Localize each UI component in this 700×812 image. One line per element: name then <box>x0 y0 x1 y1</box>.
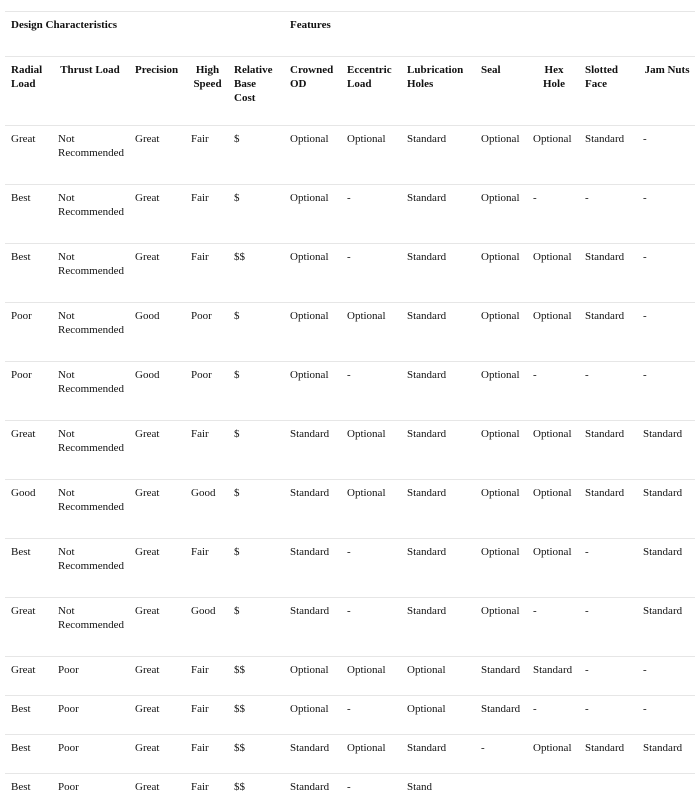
table-cell: Not Recommended <box>49 185 129 244</box>
column-header: Radial Load <box>5 57 49 126</box>
table-cell: Optional <box>284 244 341 303</box>
table-cell: - <box>341 244 401 303</box>
table-cell: Great <box>5 421 49 480</box>
design-characteristics-heading: Design Characteristics <box>5 12 284 57</box>
table-cell: $$ <box>228 774 284 812</box>
table-cell: Optional <box>341 421 401 480</box>
table-cell: - <box>341 362 401 421</box>
table-cell: Standard <box>527 657 579 696</box>
table-cell: - <box>527 598 579 657</box>
table-cell: Poor <box>49 774 129 812</box>
table-row <box>5 539 695 598</box>
column-header: Precision <box>129 57 185 126</box>
table-cell: Poor <box>49 735 129 774</box>
table-cell: Optional <box>284 362 341 421</box>
table-cell: Standard <box>401 244 475 303</box>
table-cell: - <box>475 735 527 774</box>
table-cell: Fair <box>185 696 228 735</box>
table-cell: $$ <box>228 244 284 303</box>
table-cell: Great <box>129 480 185 539</box>
table-cell: Not Recommended <box>49 539 129 598</box>
table-cell: $ <box>228 421 284 480</box>
table-cell <box>637 774 695 812</box>
table-row <box>5 774 695 812</box>
table-cell: Great <box>129 598 185 657</box>
table-cell: Standard <box>637 421 695 480</box>
table-cell: Standard <box>401 303 475 362</box>
table-cell: Best <box>5 244 49 303</box>
table-cell: Best <box>5 696 49 735</box>
table-cell: Optional <box>527 244 579 303</box>
table-cell: - <box>341 598 401 657</box>
column-header: Hex Hole <box>527 57 579 126</box>
table-cell: Standard <box>401 480 475 539</box>
table-row <box>5 735 695 774</box>
table-cell: Standard <box>475 696 527 735</box>
table-cell: Poor <box>49 696 129 735</box>
table-cell: Fair <box>185 185 228 244</box>
table-cell: Great <box>129 657 185 696</box>
table-cell: Best <box>5 735 49 774</box>
table-row <box>5 598 695 657</box>
table-cell: Standard <box>579 303 637 362</box>
table-cell: Standard <box>401 598 475 657</box>
table-cell: Optional <box>475 480 527 539</box>
column-header-row <box>5 57 695 126</box>
table-cell: Optional <box>341 657 401 696</box>
table-cell: - <box>637 303 695 362</box>
table-cell: Optional <box>527 480 579 539</box>
table-cell: Optional <box>284 185 341 244</box>
table-cell: Optional <box>475 539 527 598</box>
table-cell: Poor <box>185 303 228 362</box>
table-row <box>5 126 695 185</box>
group-header-row <box>5 12 695 57</box>
table-cell: Standard <box>637 598 695 657</box>
table-cell: Optional <box>341 126 401 185</box>
table-cell: Not Recommended <box>49 126 129 185</box>
table-cell: Good <box>185 480 228 539</box>
table-cell: Standard <box>401 421 475 480</box>
table-cell: Optional <box>475 421 527 480</box>
table-row <box>5 480 695 539</box>
table-cell: Optional <box>341 735 401 774</box>
table-cell: - <box>579 657 637 696</box>
table-row <box>5 185 695 244</box>
table-cell: Optional <box>284 303 341 362</box>
table-cell: Optional <box>475 303 527 362</box>
table-cell: Standard <box>284 421 341 480</box>
table-cell: $ <box>228 598 284 657</box>
table-cell: - <box>579 696 637 735</box>
table-cell: - <box>341 696 401 735</box>
table-cell: Good <box>129 303 185 362</box>
table-cell: - <box>527 185 579 244</box>
table-cell: Standard <box>401 126 475 185</box>
table-cell: $ <box>228 362 284 421</box>
table-cell: Optional <box>527 303 579 362</box>
column-header: Thrust Load <box>49 57 129 126</box>
table-cell: Great <box>129 539 185 598</box>
table-cell: Fair <box>185 421 228 480</box>
table-cell: Optional <box>475 126 527 185</box>
table-cell: Great <box>5 598 49 657</box>
table-cell: Standard <box>284 774 341 812</box>
table-cell: Optional <box>284 657 341 696</box>
table-cell: Best <box>5 774 49 812</box>
column-header: Relative Base Cost <box>228 57 284 126</box>
table-cell: Optional <box>401 696 475 735</box>
table-cell: Standard <box>579 480 637 539</box>
table-cell: $ <box>228 126 284 185</box>
table-cell: Stand <box>401 774 475 812</box>
table-cell: Great <box>129 126 185 185</box>
column-header: Eccentric Load <box>341 57 401 126</box>
table-cell: Fair <box>185 735 228 774</box>
table-cell: Great <box>129 185 185 244</box>
table-cell: Good <box>185 598 228 657</box>
table-cell: Optional <box>527 421 579 480</box>
table-cell: - <box>637 126 695 185</box>
table-row <box>5 362 695 421</box>
table-row <box>5 303 695 362</box>
table-cell: - <box>637 696 695 735</box>
table-cell: Optional <box>475 598 527 657</box>
table-cell: - <box>637 362 695 421</box>
table-cell: - <box>637 657 695 696</box>
table-row <box>5 244 695 303</box>
table-cell: Optional <box>527 735 579 774</box>
table-cell <box>527 774 579 812</box>
table-cell <box>579 774 637 812</box>
table-cell: Optional <box>341 480 401 539</box>
table-cell: $$ <box>228 696 284 735</box>
table-cell: Best <box>5 185 49 244</box>
table-cell: Good <box>129 362 185 421</box>
table-cell: Great <box>129 735 185 774</box>
table-cell: - <box>527 696 579 735</box>
table-cell: - <box>341 185 401 244</box>
table-cell: Great <box>129 774 185 812</box>
table-cell: Not Recommended <box>49 480 129 539</box>
table-cell: $$ <box>228 735 284 774</box>
table-cell: Optional <box>284 126 341 185</box>
table-cell: Optional <box>284 696 341 735</box>
table-cell: Standard <box>579 421 637 480</box>
table-cell: Standard <box>401 362 475 421</box>
table-cell: Optional <box>401 657 475 696</box>
table-cell: - <box>637 244 695 303</box>
table-cell: Great <box>129 421 185 480</box>
table-cell: $ <box>228 480 284 539</box>
table-cell: Standard <box>284 480 341 539</box>
table-cell: Standard <box>637 539 695 598</box>
table-cell: Great <box>129 696 185 735</box>
table-cell: Standard <box>475 657 527 696</box>
table-cell: Standard <box>637 735 695 774</box>
table-cell: - <box>579 362 637 421</box>
table-cell: Not Recommended <box>49 362 129 421</box>
table-cell: $ <box>228 185 284 244</box>
table-cell: Not Recommended <box>49 421 129 480</box>
table-cell: Fair <box>185 657 228 696</box>
table-cell: Poor <box>49 657 129 696</box>
table-cell: Great <box>5 126 49 185</box>
table-cell: Standard <box>401 735 475 774</box>
bearing-comparison-table <box>5 11 695 812</box>
table-cell: Poor <box>185 362 228 421</box>
table-cell: Poor <box>5 362 49 421</box>
table-cell: Great <box>129 244 185 303</box>
table-cell: Optional <box>475 244 527 303</box>
table-cell: Fair <box>185 539 228 598</box>
table-cell: Not Recommended <box>49 303 129 362</box>
table-row <box>5 657 695 696</box>
table-cell: Standard <box>579 244 637 303</box>
table-cell: Standard <box>284 598 341 657</box>
column-header: Crowned OD <box>284 57 341 126</box>
column-header: Jam Nuts <box>637 57 695 126</box>
table-cell: Optional <box>341 303 401 362</box>
table-cell: Optional <box>527 126 579 185</box>
table-cell: Standard <box>284 539 341 598</box>
table-cell: - <box>579 185 637 244</box>
table-cell: Standard <box>401 185 475 244</box>
table-cell: $$ <box>228 657 284 696</box>
table-cell: Standard <box>401 539 475 598</box>
table-cell: Standard <box>637 480 695 539</box>
column-header: Slotted Face <box>579 57 637 126</box>
table-cell: Fair <box>185 774 228 812</box>
table-row <box>5 696 695 735</box>
table-cell: Fair <box>185 126 228 185</box>
table-cell: - <box>579 539 637 598</box>
table-cell: Standard <box>579 735 637 774</box>
column-header: Seal <box>475 57 527 126</box>
table-cell: Great <box>5 657 49 696</box>
table-cell: Poor <box>5 303 49 362</box>
table-cell: Good <box>5 480 49 539</box>
table-cell: Optional <box>475 185 527 244</box>
table-cell: - <box>341 539 401 598</box>
table-cell: Standard <box>284 735 341 774</box>
table-row <box>5 421 695 480</box>
features-heading: Features <box>284 12 695 57</box>
comparison-table-container <box>5 11 695 812</box>
table-cell: - <box>341 774 401 812</box>
column-header: Lubrication Holes <box>401 57 475 126</box>
column-header: High Speed <box>185 57 228 126</box>
table-cell: Fair <box>185 244 228 303</box>
table-cell: $ <box>228 539 284 598</box>
table-cell <box>475 774 527 812</box>
table-cell: Not Recommended <box>49 598 129 657</box>
table-cell: - <box>527 362 579 421</box>
table-cell: - <box>637 185 695 244</box>
table-cell: Optional <box>475 362 527 421</box>
table-cell: Optional <box>527 539 579 598</box>
table-cell: - <box>579 598 637 657</box>
table-cell: Not Recommended <box>49 244 129 303</box>
table-cell: $ <box>228 303 284 362</box>
table-cell: Best <box>5 539 49 598</box>
table-cell: Standard <box>579 126 637 185</box>
